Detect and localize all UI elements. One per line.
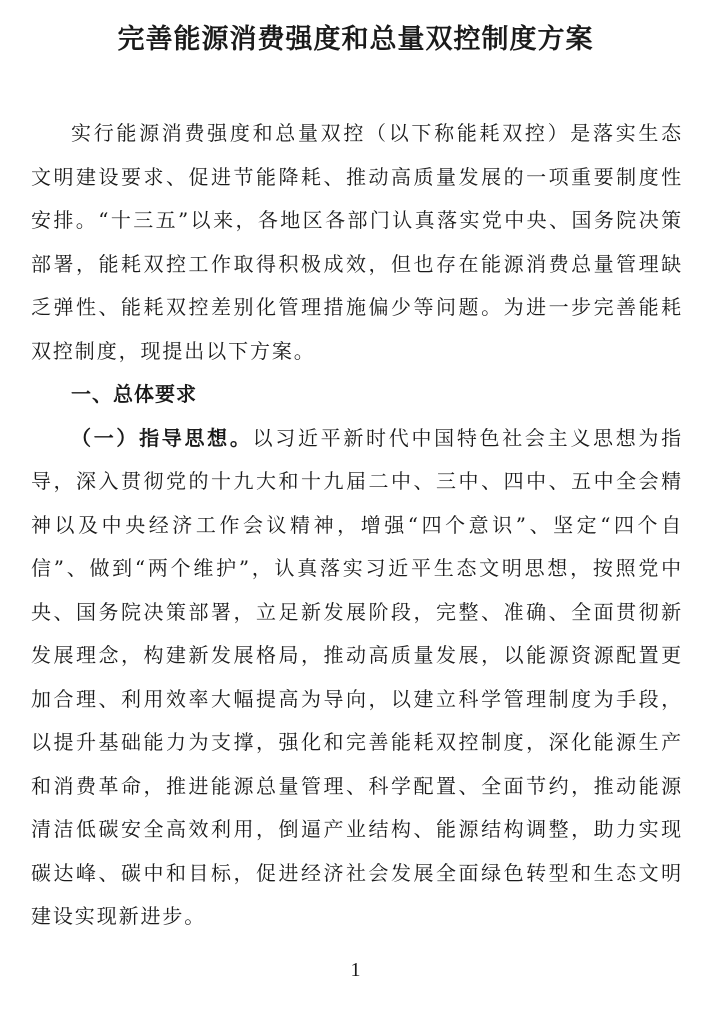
section-heading: 一、总体要求 [71,382,197,406]
page-number: 1 [350,959,361,981]
guiding-ideology-paragraph [31,417,683,939]
document-body [31,112,683,939]
guiding-ideology-text: 以习近平新时代中国特色社会主义思想为指导，深入贯彻党的十九大和十九届二中、三中、四中、五中全会精神以及中央经济工作会议精神，增强“四个意识”、坚定“四个自信”、做到“两个维护”，认真落实习近平生态文明思想，按照党中央、国务院决策部署，立足新发展阶段，完整、准确、全面贯彻新发展理念，构建新发展格局，推动高质量发展，以能源资源配置更加合理、利用效率大幅提高为导向，以建立科学管理制度为手段，以提升基础能力为支撑，强化和完善能耗双控制度，深化能源生产和消费革命，推进能源总量管理、科学配置、全面节约，推动能源清洁低碳安全高效利用，倒逼产业结构、能源结构调整，助力实现碳达峰、碳中和目标，促进经济社会发展全面绿色转型和生态文明建设实现新进步。 [31,425,683,928]
document-title: 完善能源消费强度和总量双控制度方案 [117,24,594,55]
guiding-ideology-lead: （一）指导思想。 [71,425,253,450]
intro-paragraph: 实行能源消费强度和总量双控（以下称能耗双控）是落实生态文明建设要求、促进节能降耗、推动高质量发展的一项重要制度性安排。“十三五”以来，各地区各部门认真落实党中央、国务院决策部署，能耗双控工作取得积极成效，但也存在能源消费总量管理缺乏弹性、能耗双控差别化管理措施偏少等问题。为进一步完善能耗双控制度，现提出以下方案。 [31,121,683,363]
